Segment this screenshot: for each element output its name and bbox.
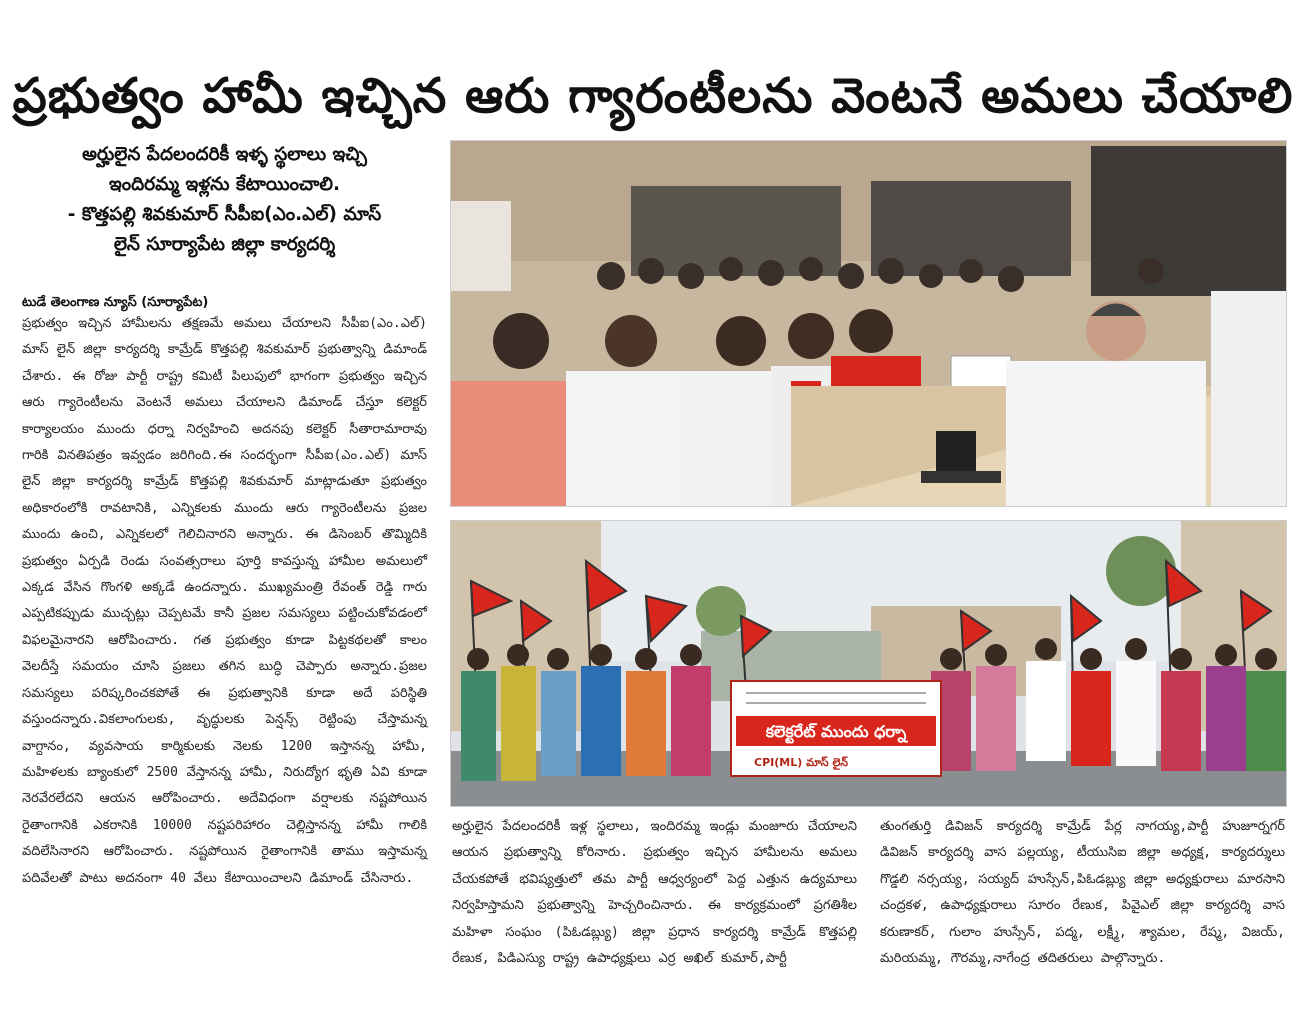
meeting-photo: [450, 140, 1287, 507]
article-column-1: ప్రభుత్వం ఇచ్చిన హామీలను తక్షణమే అమలు చేయాలని సీపీఐ(ఎం.ఎల్) మాస్ లైన్ జిల్లా కార్యదర్శి కామ్రేడ్ కొత్తపల్లి శివకుమార్ ప్రభుత్వాన్ని డిమాండ్ చేశారు. ఈ రోజు పార్టీ రాష్ట్ర కమిటీ పిలుపులో భాగంగా ప్రభుత్వం ఇచ్చిన ఆరు గ్యారెంటీలను వెంటనే అమలు చేయాలని డిమాండ్ చేస్తూ కలెక్టర్ కార్యాలయం ముందు ధర్నా నిర్వహించి అదనపు కలెక్టర్ సీతారామారావు గారికి వినతిపత్రం ఇవ్వడం జరిగింది.ఈ సందర్భంగా సీపీఐ(ఎం.ఎల్) మాస్ లైన్ జిల్లా కార్యదర్శి కామ్రేడ్ కొత్తపల్లి శివకుమార్ మాట్లాడుతూ ప్రభుత్వం అధికారంలోకి రావటానికి, ఎన్నికలకు ముందు ఆరు గ్యారెంటీలను ప్రజల ముందు ఉంచి, ఎన్నికలలో గెలిచినారని అన్నారు. ఈ డిసెంబర్ తొమ్మిదికి ప్రభుత్వం ఏర్పడి రెండు సంవత్సరాలు పూర్తి కావస్తున్న హామీల అమలులో ఎక్కడ వేసిన గొంగళి అక్కడే ఉందన్నారు. ముఖ్యమంత్రి రేవంత్ రెడ్డి గారు ఎప్పటికప్పుడు ముచ్చట్లు చెప్పటమే కానీ ప్రజల సమస్యలు పట్టించుకోవడంలో విఫలమైనారని ఆరోపించారు. గత ప్రభుత్వం కూడా పిట్టకథలతో కాలం వెలదీస్తే సమయం చూసి ప్రజలు తగిన బుద్ధి చెప్పారు అన్నారు.ప్రజల సమస్యలు పరిష్కరించకపోతే ఈ ప్రభుత్వానికి కూడా అదే పరిస్థితి వస్తుందన్నారు.వికలాంగులకు, వృద్ధులకు పెన్షన్స్ రెట్టింపు చేస్తామన్న వాగ్దానం, వ్యవసాయ కార్మికులకు నెలకు 1200 ఇస్తానన్న హామీ, మహిళలకు బ్యాంకులో 2500 వేస్తానన్న హామీ, నిరుద్యోగ భృతి ఏవి కూడా నెరవేరలేదని ఆయన ఆరోపించారు. అదేవిధంగా వర్షాలకు నష్టపోయిన రైతాంగానికి ఎకరానికి 10000 నష్టపరిహారం చెల్లిస్తానన్న హామీ గాలికి వదిలేసినారని ఆరోపించారు. నష్టపోయిన రైతాంగానికి తాము ఇస్తామన్న పదివేలతో పాటు అదనంగా 40 వేలు కేటాయించాలని డిమాండ్ చేసినారు.: [22, 316, 427, 886]
article-column-2: అర్హులైన పేదలందరికీ ఇళ్ల స్థలాలు, ఇందిరమ్మ ఇండ్లు మంజూరు చేయాలని ఆయన ప్రభుత్వాన్ని కోరినారు. ప్రభుత్వం ఇచ్చిన హామీలను అమలు చేయకపోతే భవిష్యత్తులో తమ పార్టీ ఆధ్వర్యంలో పెద్ద ఎత్తున ఉద్యమాలు నిర్వహిస్తామని ప్రభుత్వాన్ని హెచ్చరించినారు. ఈ కార్యక్రమంలో ప్రగతిశీల మహిళా సంఘం (పిఓడబ్ల్యు) జిల్లా ప్రధాన కార్యదర్శి కామ్రేడ్ కొత్తపల్లి రేణుక, పిడిఎస్యు రాష్ట్ర ఉపాధ్యక్షులు ఎర్ర అఖిల్ కుమార్,పార్టీ: [452, 819, 857, 967]
subheadline: [22, 140, 427, 260]
banner-main-text: కలెక్టరేట్ ముందు ధర్నా: [765, 722, 907, 741]
subheadline-line-4: లైన్ సూర్యాపేట జిల్లా కార్యదర్శి: [113, 234, 336, 255]
banner-party-text: CPI(ML) మాస్ లైన్: [754, 756, 848, 769]
protest-photo: [450, 520, 1287, 807]
subheadline-line-2: ఇందిరమ్మ ఇళ్లను కేటాయించాలి.: [108, 174, 341, 195]
article-column-3: తుంగతుర్తి డివిజన్ కార్యదర్శి కామ్రేడ్ పేర్ల నాగయ్య,పార్టీ హుజూర్నగర్ డివిజన్ కార్యదర్శి వాస పల్లయ్య, టీయుసిఐ జిల్లా అధ్యక్ష, కార్యదర్శులు గొడ్డలి నర్సయ్య, సయ్యద్ హుస్సేన్,పిఓడబ్ల్యు జిల్లా అధ్యక్షురాలు మారసాని చంద్రకళ, ఉపాధ్యక్షురాలు సూరం రేణుక, పివైఎల్ జిల్లా కార్యదర్శి వాస కరుణాకర్, గులాం హుస్సేన్, పద్మ, లక్ష్మీ, శ్యామల, రేష్మ, విజయ్, మరియమ్మ, గౌరమ్మ,నాగేంద్ర తదితరులు పాల్గొన్నారు.: [880, 819, 1285, 967]
subheadline-line-1: అర్హులైన పేదలందరికీ ఇళ్ళ స్థలాలు ఇచ్చి: [82, 144, 367, 165]
dateline: టుడే తెలంగాణ న్యూస్ (సూర్యాపేట): [22, 295, 209, 310]
headline: ప్రభుత్వం హామీ ఇచ్చిన ఆరు గ్యారంటీలను వెంటనే అమలు చేయాలి: [12, 68, 1294, 125]
subheadline-line-3: - కొత్తపల్లి శివకుమార్ సీపీఐ(ఎం.ఎల్) మాస్: [67, 204, 382, 225]
